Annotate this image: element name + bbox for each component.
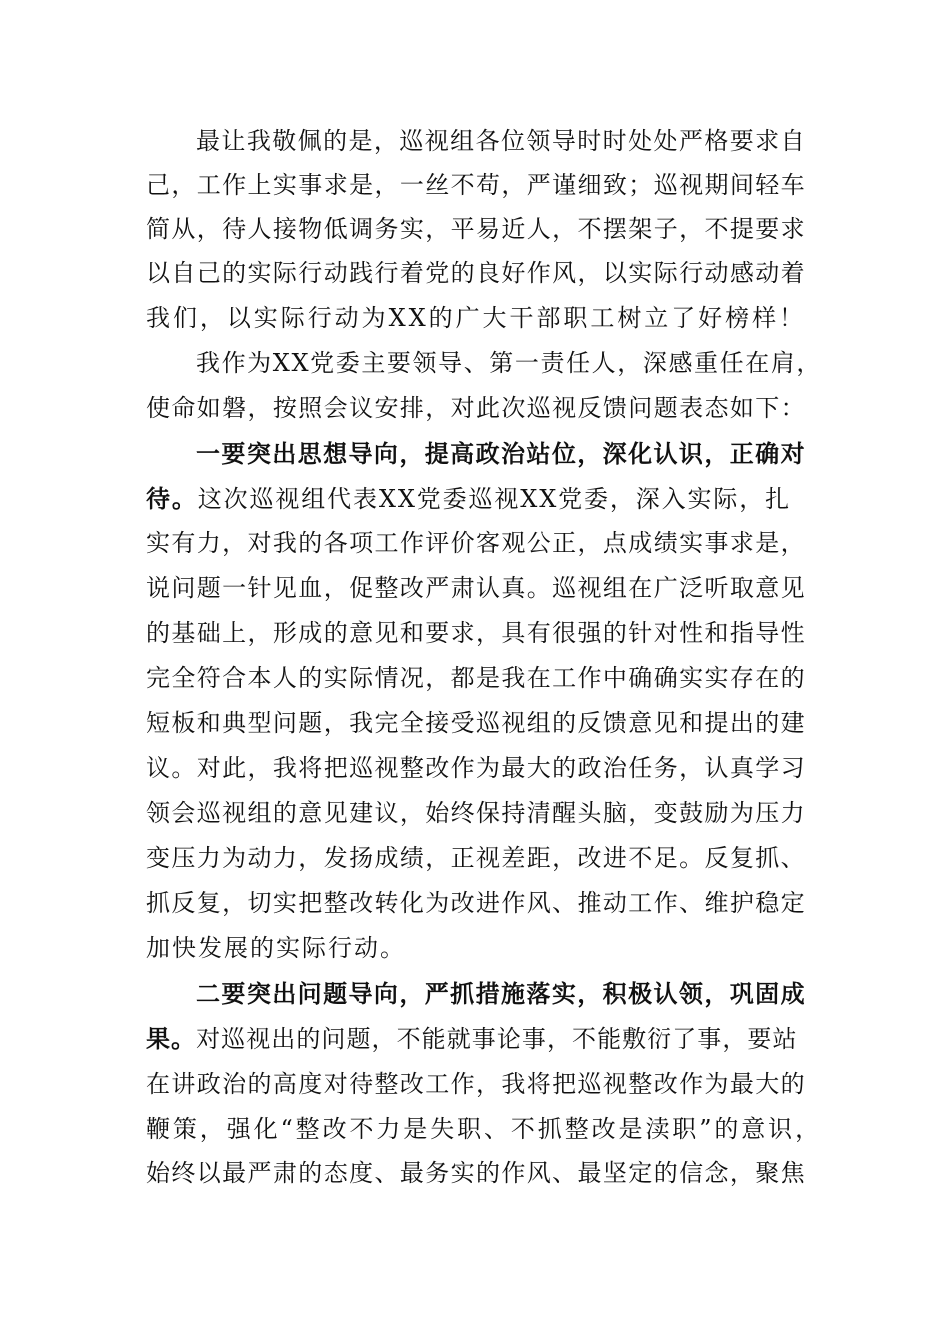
paragraph-2-line-1: 我作为XX党委主要领导、第一责任人，深感重任在肩， <box>196 349 822 377</box>
section-2-line-5: 始终以最严肃的态度、最务实的作风、最坚定的信念，聚焦 <box>146 1159 806 1187</box>
section-1-line-7: 短板和典型问题，我完全接受巡视组的反馈意见和提出的建 <box>146 709 806 737</box>
paragraph-1-line-2: 己，工作上实事求是，一丝不苟，严谨细致；巡视期间轻车 <box>146 171 806 199</box>
paragraph-2-line-2: 使命如磐，按照会议安排，对此次巡视反馈问题表态如下： <box>146 394 806 422</box>
section-1-line-10: 变压力为动力，发扬成绩，正视差距，改进不足。反复抓、 <box>146 844 806 872</box>
paragraph-1-line-3: 简从，待人接物低调务实，平易近人，不摆架子，不提要求 <box>146 215 806 243</box>
section-2-heading-end: 果。 <box>146 1025 197 1053</box>
section-1-line-3: 实有力，对我的各项工作评价客观公正，点成绩实事求是， <box>146 529 806 557</box>
section-1-heading-line-1: 一要突出思想导向，提高政治站位，深化认识，正确对 <box>196 440 806 468</box>
section-1-line-4: 说问题一针见血，促整改严肃认真。巡视组在广泛听取意见 <box>146 574 806 602</box>
section-1-heading-end: 待。 <box>146 485 198 513</box>
section-2-line-4: 鞭策，强化“整改不力是失职、不抓整改是渎职”的意识， <box>146 1115 822 1143</box>
section-1-line-2-text: 这次巡视组代表XX党委巡视XX党委，深入实际，扎 <box>197 485 792 513</box>
section-1-line-11: 抓反复，切实把整改转化为改进作风、推动工作、维护稳定 <box>146 889 806 917</box>
section-1-line-9: 领会巡视组的意见建议，始终保持清醒头脑，变鼓励为压力 <box>146 799 806 827</box>
section-2-line-2-text: 对巡视出的问题，不能就事论事，不能敷衍了事，要站 <box>196 1025 798 1053</box>
section-1-line-8: 议。对此，我将把巡视整改作为最大的政治任务，认真学习 <box>146 754 806 782</box>
section-2-line-2 <box>146 1022 806 1056</box>
section-1-line-2 <box>146 482 806 516</box>
paragraph-1-line-5: 我们，以实际行动为XX的广大干部职工树立了好榜样！ <box>146 304 806 332</box>
section-2-line-3: 在讲政治的高度对待整改工作，我将把巡视整改作为最大的 <box>146 1070 806 1098</box>
section-2-heading-line-1: 二要突出问题导向，严抓措施落实，积极认领，巩固成 <box>196 980 806 1008</box>
section-1-line-12: 加快发展的实际行动。 <box>146 934 406 962</box>
paragraph-1-line-4: 以自己的实际行动践行着党的良好作风，以实际行动感动着 <box>146 259 806 287</box>
paragraph-1-line-1: 最让我敬佩的是，巡视组各位领导时时处处严格要求自 <box>196 127 806 155</box>
section-1-line-6: 完全符合本人的实际情况，都是我在工作中确确实实存在的 <box>146 664 806 692</box>
section-1-line-5: 的基础上，形成的意见和要求，具有很强的针对性和指导性 <box>146 619 806 647</box>
